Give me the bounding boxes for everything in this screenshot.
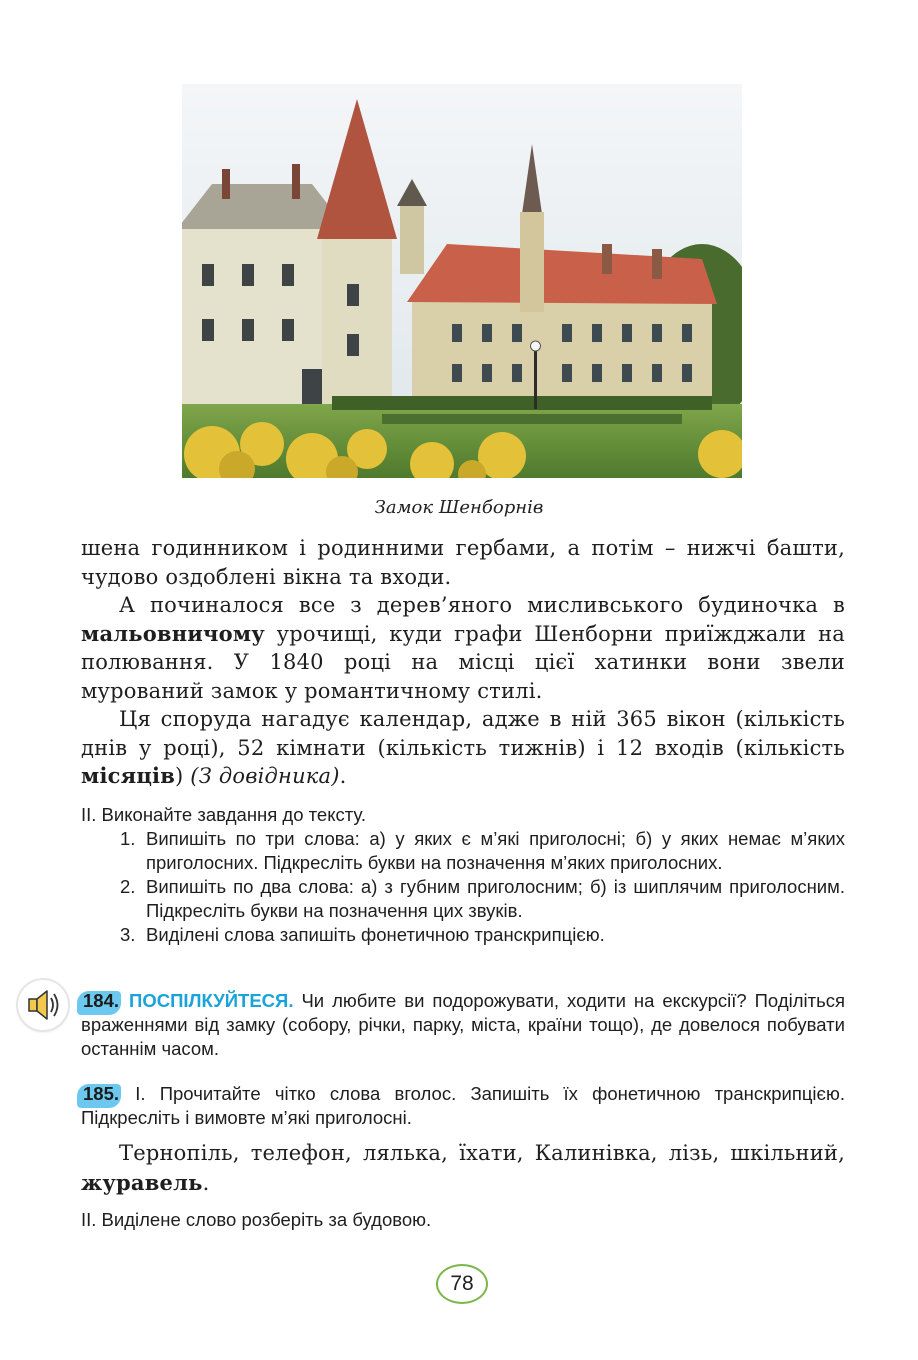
list-item (120, 923, 845, 947)
word-list-line (81, 1138, 845, 1198)
exercise-tag: ПОСПІЛКУЙТЕСЯ. (129, 990, 294, 1011)
word-list (81, 1138, 845, 1198)
paragraph-2-start: А починалося все з дерев’яного мисливського будиночка в (119, 593, 845, 617)
bold-word-zhuravel: журавель (81, 1170, 203, 1195)
item-number: 1. (120, 828, 136, 849)
source-note: (З довідника) (190, 764, 340, 788)
list-item (120, 827, 845, 875)
exercise-number-184: 184. (83, 990, 120, 1011)
bold-word-malovnychomu: мальовничому (81, 620, 265, 646)
paragraph-3 (81, 705, 845, 791)
tasks-heading: ІІ. Виконайте завдання до тексту. (81, 804, 366, 825)
exercise-185-task-2: ІІ. Виділене слово розберіть за будовою. (81, 1209, 432, 1230)
exercise-184-text: Чи любите ви подорожувати, ходити на екскурсії? Поділіться враженнями від замку (собору, річки, парку, міста, країни тощо), де довелося побувати останнім часом. (81, 990, 846, 1059)
paragraph-2 (81, 591, 845, 705)
photo-caption: Замок Шенборнів (374, 497, 544, 518)
item-text: Виділені слова запишіть фонетичною транскрипцією. (146, 924, 605, 945)
paragraph-1: шена годинником і родинними гербами, а потім – нижчі башти, чудово оздоблені вікна та входи. (81, 536, 845, 589)
bold-word-misyatsiv: місяців (81, 763, 176, 788)
castle-photo (182, 84, 742, 478)
item-text: Випишіть по два слова: а) з губним приголосним; б) із шиплячим приголосним. Підкресліть букви на позначення цих звуків. (146, 876, 845, 921)
exercise-184 (81, 989, 845, 1061)
paragraph-3-start: Ця споруда нагадує календар, адже в ній 365 вікон (кількість днів у році), 52 кімнати (кількість тижнів) і 12 входів (кількість (81, 707, 845, 760)
paragraph-3-mid: ) (175, 764, 191, 788)
speaker-icon[interactable] (18, 980, 68, 1030)
exercise-185 (81, 1082, 845, 1130)
paragraph-3-end: . (339, 764, 347, 788)
exercise-185-text: І. Прочитайте чітко слова вголос. Запишіть їх фонетичною транскрипцією. Підкресліть і вимовте м’які приголосні. (81, 1083, 845, 1128)
exercise-number-185: 185. (83, 1083, 120, 1104)
castle-illustration (182, 84, 742, 478)
paragraph-2-end: урочищі, куди графи Шенборни приїжджали на полювання. У 1840 році на місці цієї хатинки вони звели мурований замок у романтичному стилі. (81, 621, 845, 703)
item-number: 2. (120, 876, 136, 897)
tasks-list (120, 827, 845, 947)
words-end: . (202, 1171, 210, 1195)
page-number: 78 (436, 1264, 488, 1304)
speaker-icon-graphic (18, 980, 68, 1030)
words: Тернопіль, телефон, лялька, їхати, Калинівка, лізь, шкільний, (119, 1141, 845, 1165)
reading-text (81, 534, 845, 791)
item-text: Випишіть по три слова: а) у яких є м’які приголосні; б) у яких немає м’яких приголосних. Підкресліть букви на позначення м’яких приголосних. (146, 828, 845, 873)
list-item (120, 875, 845, 923)
item-number: 3. (120, 924, 136, 945)
